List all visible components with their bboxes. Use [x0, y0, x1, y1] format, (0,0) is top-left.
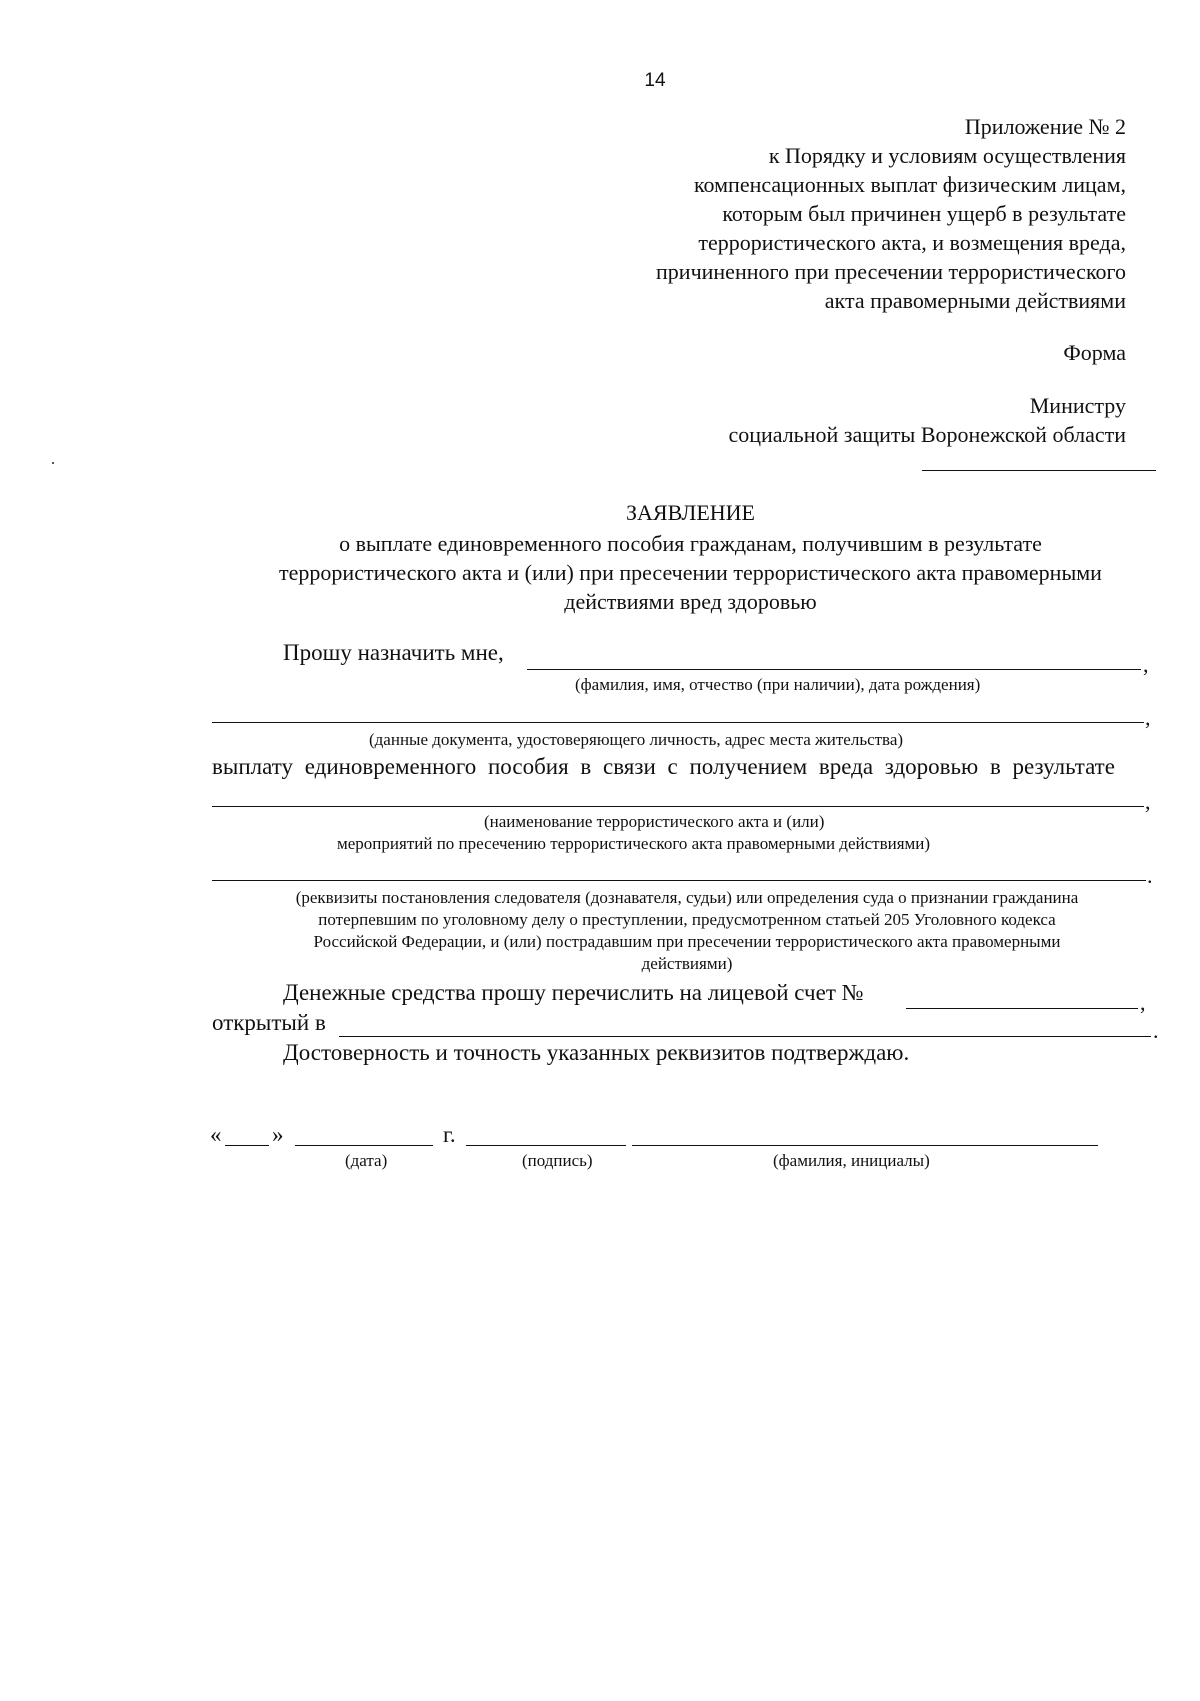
period: .	[1147, 863, 1153, 888]
appendix-line: акта правомерными действиями	[824, 288, 1126, 313]
caption-details-line: Российской Федерации, и (или) пострадавшим при пресечении террористического акта правомерными	[313, 932, 1061, 951]
resolution-details-field[interactable]	[212, 880, 1146, 881]
bank-name-field[interactable]	[339, 1036, 1151, 1037]
account-number-field[interactable]	[906, 1008, 1138, 1009]
caption-signature: (подпись)	[522, 1151, 593, 1170]
caption-act-continued: мероприятий по пресечению террористического акта правомерными действиями)	[337, 834, 931, 853]
appendix-line: компенсационных выплат физическим лицам,	[693, 172, 1126, 197]
caption-details-line: (реквизиты постановления следователя (дознавателя, судьи) или определения суда о признании гражданина	[295, 888, 1079, 907]
addressee	[728, 391, 1126, 449]
quote-open: «	[210, 1122, 222, 1147]
confirmation-line: Достоверность и точность указанных реквизитов подтверждаю.	[283, 1040, 910, 1065]
caption-name: (фамилия, имя, отчество (при наличии), дата рождения)	[575, 675, 981, 694]
document-subtitle	[0, 529, 1200, 616]
year-suffix: г.	[443, 1122, 456, 1147]
subtitle-line: террористического акта и (или) при пресечении террористического акта правомерными	[279, 560, 1102, 585]
full-name-field[interactable]	[632, 1145, 1098, 1146]
signature-field[interactable]	[466, 1145, 626, 1146]
appendix-line: причиненного при пресечении террористического	[656, 259, 1126, 284]
caption-details-line: действиями)	[641, 954, 733, 973]
appendix-line: террористического акта, и возмещения вреда,	[698, 230, 1126, 255]
payment-line: выплату единовременного пособия в связи с получением вреда здоровью в результате	[212, 754, 1115, 779]
subtitle-line: действиями вред здоровью	[564, 589, 817, 614]
appendix-line: Приложение № 2	[964, 114, 1126, 139]
caption-act: (наименование террористического акта и (или)	[484, 812, 825, 831]
month-field[interactable]	[295, 1145, 433, 1146]
comma: ,	[1145, 705, 1151, 730]
subtitle-line: о выплате единовременного пособия гражданам, получившим в результате	[339, 531, 1042, 556]
comma: ,	[1143, 652, 1149, 677]
addressee-organization: социальной защиты Воронежской области	[728, 422, 1126, 447]
opened-in-label: открытый в	[212, 1010, 326, 1035]
quote-close: »	[272, 1122, 284, 1147]
comma: ,	[1145, 789, 1151, 814]
caption-document: (данные документа, удостоверяющего личность, адрес места жительства)	[369, 730, 904, 749]
identity-document-field[interactable]	[212, 722, 1144, 723]
money-line: Денежные средства прошу перечислить на лицевой счет №	[283, 980, 864, 1005]
day-field[interactable]	[225, 1145, 269, 1146]
appendix-line: к Порядку и условиям осуществления	[768, 143, 1126, 168]
applicant-name-field[interactable]	[527, 669, 1141, 670]
document-title: ЗАЯВЛЕНИЕ	[626, 500, 755, 525]
page-number: 14	[644, 70, 666, 91]
stray-mark	[52, 462, 54, 464]
form-label: Форма	[1063, 340, 1126, 365]
addressee-name-field[interactable]	[922, 470, 1156, 471]
caption-details-line: потерпевшим по уголовному делу о преступлении, предусмотренном статьей 205 Уголовного кодекса	[318, 910, 1056, 929]
request-prefix: Прошу назначить мне,	[283, 640, 504, 665]
caption-full-name: (фамилия, инициалы)	[773, 1151, 930, 1170]
caption-date: (дата)	[345, 1151, 388, 1170]
terrorist-act-field[interactable]	[212, 806, 1144, 807]
addressee-title: Министру	[1029, 393, 1126, 418]
appendix-line: которым был причинен ущерб в результате	[722, 201, 1126, 226]
period: .	[1153, 1018, 1159, 1043]
appendix-header	[656, 112, 1126, 315]
caption-details	[212, 887, 1162, 975]
comma: ,	[1140, 990, 1146, 1015]
